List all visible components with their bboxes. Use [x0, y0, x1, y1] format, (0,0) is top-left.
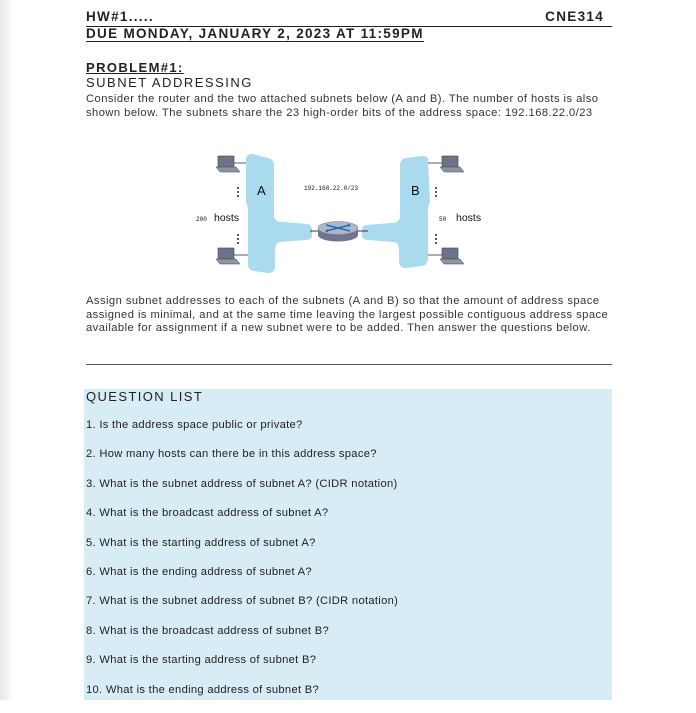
subnet-b-hosts-word: hosts — [456, 212, 482, 224]
question-list — [84, 419, 612, 713]
question-item: 5. What is the starting address of subnet A? — [86, 536, 316, 549]
subnet-b-shape — [362, 156, 430, 268]
subnet-a-hosts-word: hosts — [214, 212, 240, 224]
host-computer-icon — [216, 248, 248, 264]
question-item: 3. What is the subnet address of subnet A? (CIDR notation) — [86, 477, 398, 490]
question-item: 8. What is the broadcast address of subnet B? — [86, 624, 329, 637]
section-divider — [86, 364, 612, 365]
host-computer-icon — [428, 156, 464, 172]
page-edge-shadow — [0, 0, 14, 700]
host-computer-icon — [216, 156, 246, 172]
subnet-a-shape — [246, 154, 312, 273]
question-item: 9. What is the starting address of subnet B? — [86, 654, 317, 667]
subnet-a-host-count: 200 — [196, 216, 207, 223]
network-diagram — [190, 150, 500, 278]
question-item: 7. What is the subnet address of subnet B? (CIDR notation) — [86, 595, 399, 608]
question-item: 2. How many hosts can there be in this address space? — [86, 448, 377, 461]
subnet-b-label: B — [411, 183, 420, 198]
question-list-heading: QUESTION LIST — [86, 389, 204, 404]
due-date: DUE MONDAY, JANUARY 2, 2023 AT 11:59PM — [86, 26, 424, 41]
question-item: 10. What is the ending address of subnet B? — [86, 683, 320, 696]
question-item: 1. Is the address space public or private? — [86, 419, 303, 431]
subnet-b-host-count: 50 — [439, 216, 447, 223]
course-code: CNE314 — [545, 9, 604, 24]
router-icon — [318, 222, 358, 242]
problem-intro: Consider the router and the two attached subnets below (A and B). The number of hosts is also shown below. The subnets share the 23 high-order bits of the address space: 192.168.22.0/23 — [86, 93, 599, 119]
header-row — [86, 9, 612, 27]
host-computer-icon — [428, 248, 464, 264]
question-item: 6. What is the ending address of subnet A? — [86, 565, 312, 578]
problem-label: PROBLEM#1: — [86, 60, 184, 75]
question-list-box — [84, 389, 612, 700]
address-space-label: 192.168.22.0/23 — [304, 185, 359, 192]
problem-title: SUBNET ADDRESSING — [86, 75, 253, 90]
assignment-instructions: Assign subnet addresses to each of the subnets (A and B) so that the amount of address space assigned is minimal, and at the same time leaving the largest possible contiguous address space available for assignment if a new subnet were to be added. Then answer the questions below. — [86, 295, 609, 335]
homework-title: HW#1..... — [86, 9, 154, 24]
question-item: 4. What is the broadcast address of subnet A? — [86, 507, 329, 520]
subnet-a-label: A — [257, 183, 266, 198]
